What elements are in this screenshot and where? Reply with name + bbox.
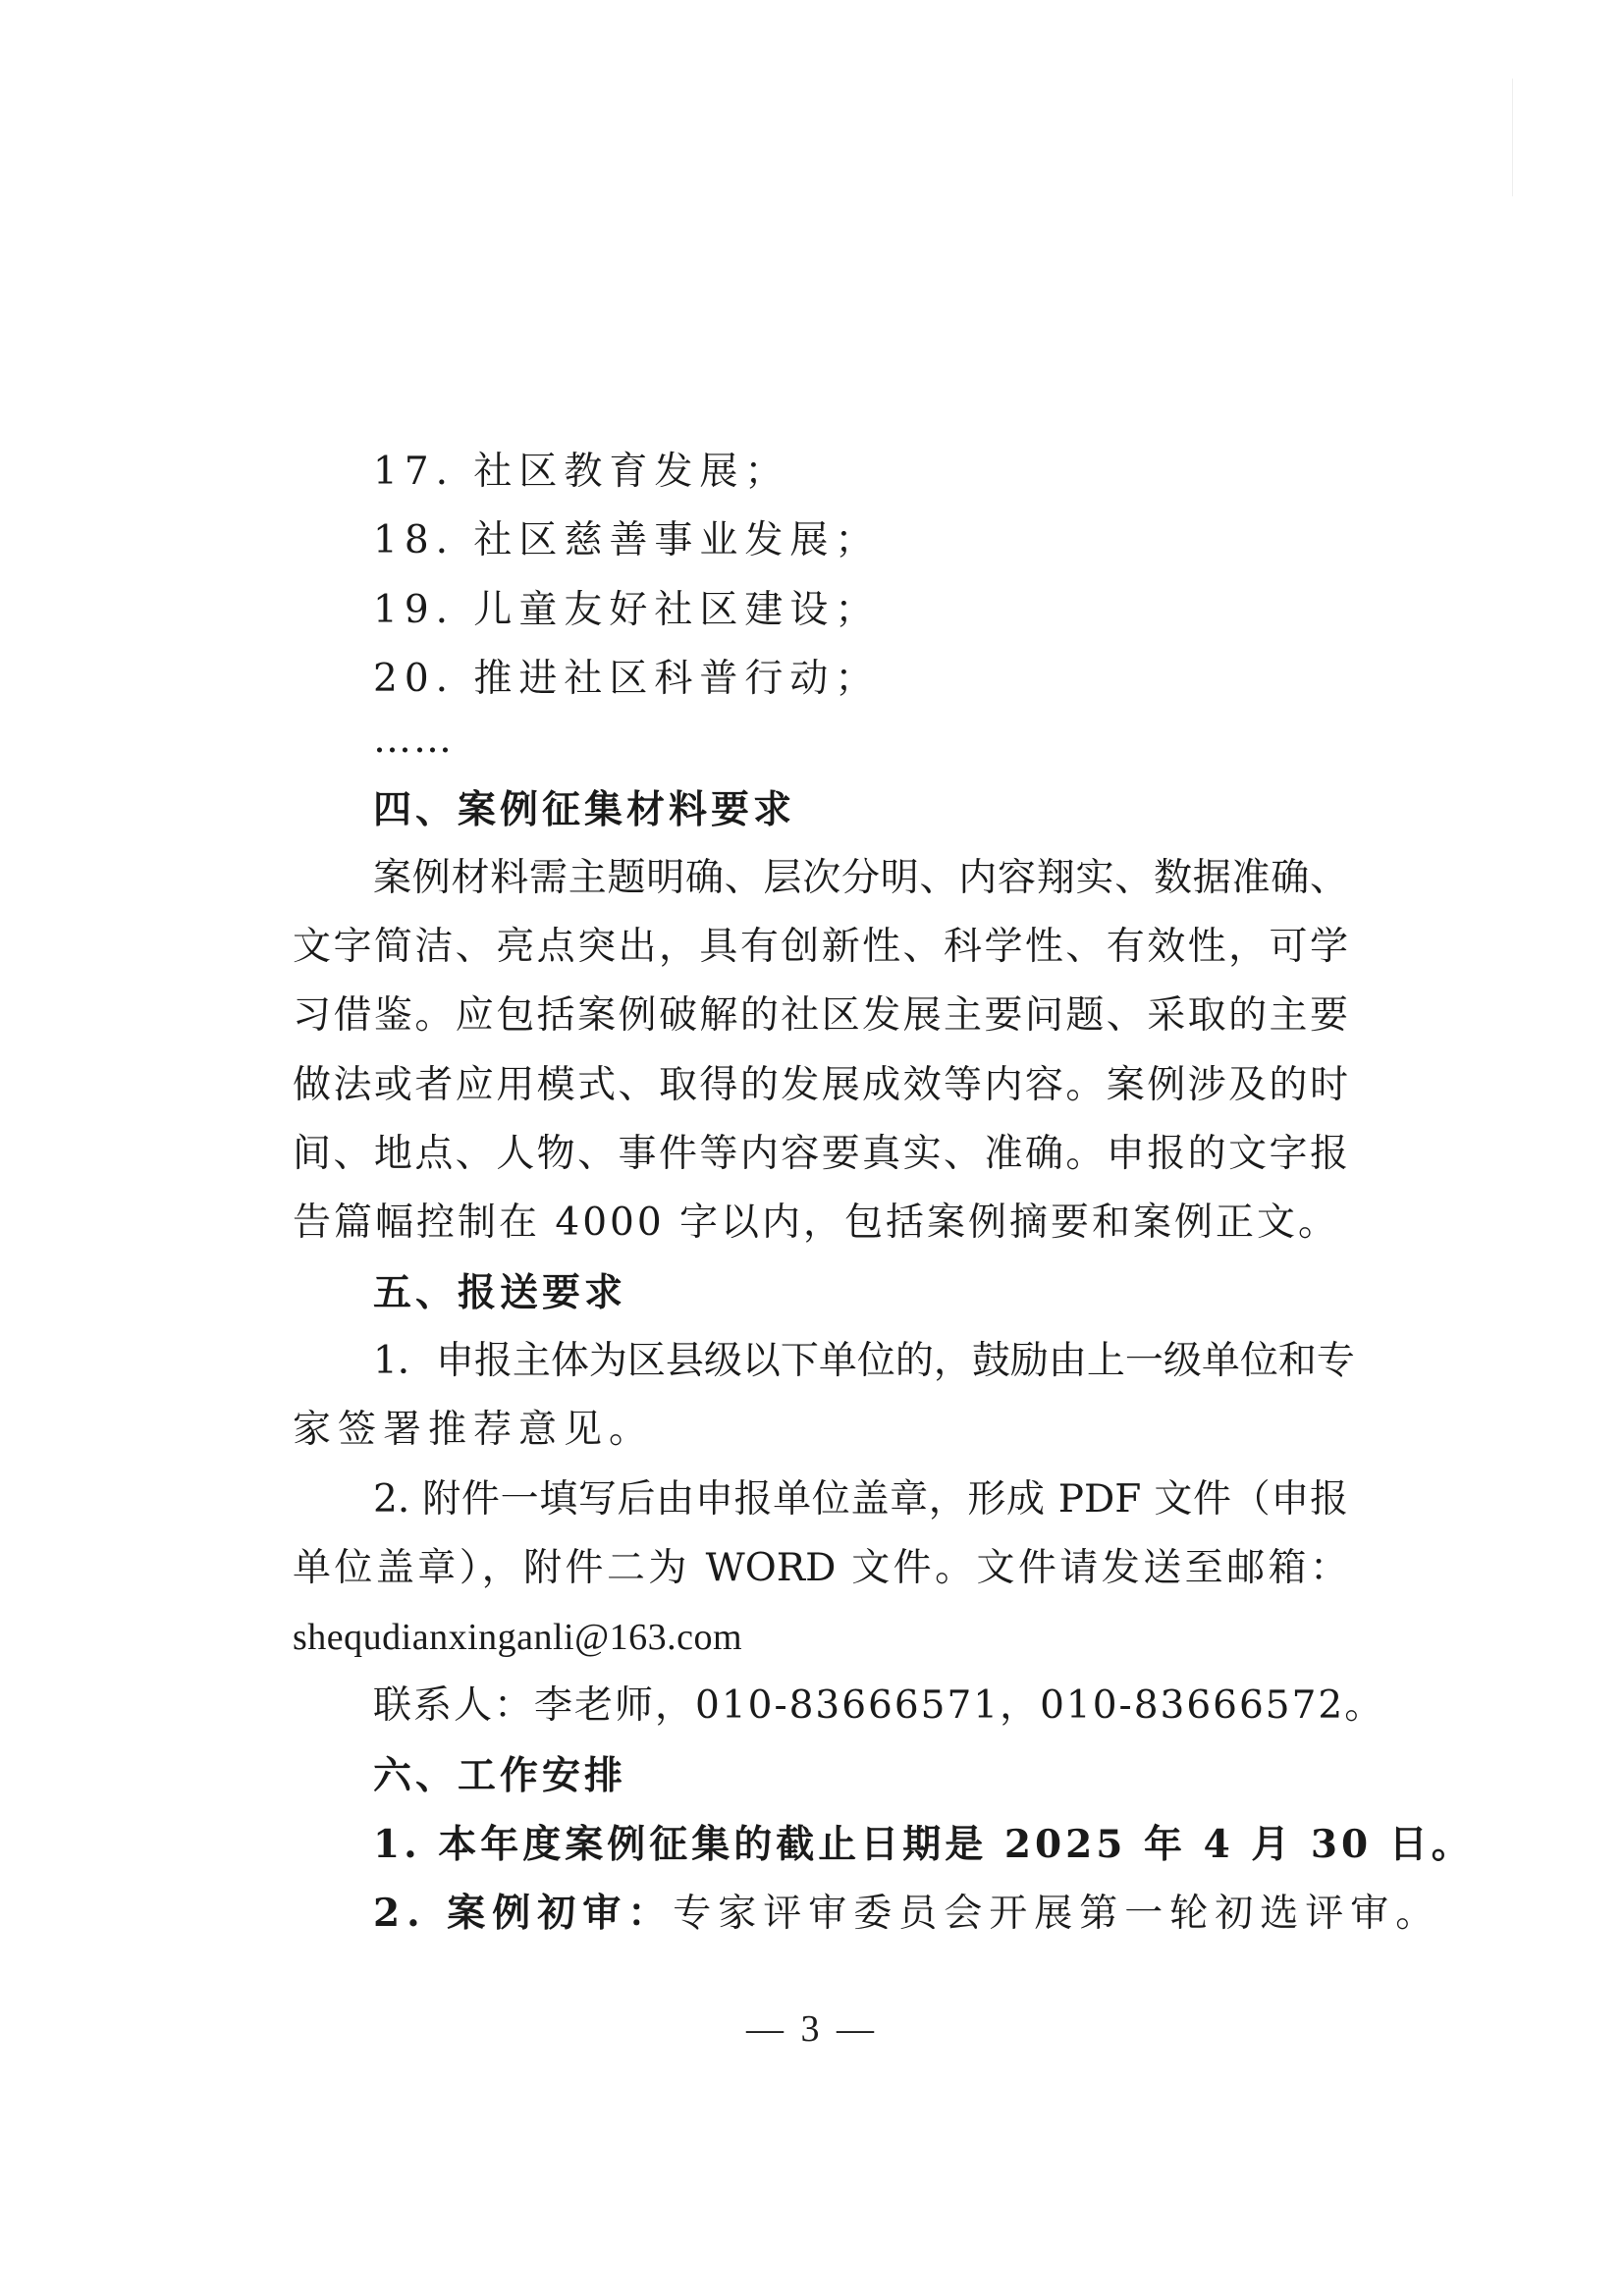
- section-5-item-1-line-1: 1．申报主体为区县级以下单位的，鼓励由上一级单位和专: [373, 1339, 1355, 1383]
- list-item-20: 20. 推进社区科普行动；: [373, 657, 881, 701]
- section-6-item-2-text: 专家评审委员会开展第一轮初选评审。: [673, 1892, 1441, 1936]
- list-item-18: 18. 社区慈善事业发展；: [373, 518, 881, 562]
- section-6-item-1: 1. 本年度案例征集的截止日期是 2025 年 4 月 30 日。: [373, 1822, 1474, 1867]
- section-4-heading: 四、案例征集材料要求: [373, 787, 796, 832]
- section-6-item-2-label: 2. 案例初审：: [373, 1891, 674, 1936]
- section-5-heading: 五、报送要求: [373, 1270, 627, 1315]
- section-4-line-2: 文字简洁、亮点突出，具有创新性、科学性、有效性，可学: [293, 925, 1348, 969]
- page-number: — 3 —: [746, 2008, 878, 2050]
- section-4-line-5: 间、地点、人物、事件等内容要真实、准确。申报的文字报: [293, 1132, 1348, 1176]
- list-item-17: 17. 社区教育发展；: [373, 450, 790, 494]
- section-5-item-2-line-1: 2. 附件一填写后由申报单位盖章，形成 PDF 文件（申报: [373, 1477, 1348, 1522]
- section-6-item-2: [373, 1888, 1440, 1940]
- section-5-item-1-line-2: 家签署推荐意见。: [293, 1408, 655, 1452]
- section-6-heading: 六、工作安排: [373, 1753, 627, 1798]
- scan-edge-mark: [1512, 79, 1513, 196]
- contact-line: 联系人：李老师，010-83666571，010-83666572。: [373, 1683, 1385, 1728]
- section-4-line-3: 习借鉴。应包括案例破解的社区发展主要问题、采取的主要: [293, 993, 1348, 1038]
- section-4-line-4: 做法或者应用模式、取得的发展成效等内容。案例涉及的时: [293, 1063, 1348, 1107]
- section-4-line-1: 案例材料需主题明确、层次分明、内容翔实、数据准确、: [373, 856, 1348, 900]
- list-ellipsis: ……: [373, 718, 454, 762]
- section-5-item-2-line-2: 单位盖章），附件二为 WORD 文件。文件请发送至邮箱：: [293, 1546, 1348, 1590]
- email-address: shequdianxinganli@163.com: [293, 1617, 743, 1658]
- section-4-line-6: 告篇幅控制在 4000 字以内，包括案例摘要和案例正文。: [293, 1201, 1340, 1245]
- list-item-19: 19. 儿童友好社区建设；: [373, 588, 881, 632]
